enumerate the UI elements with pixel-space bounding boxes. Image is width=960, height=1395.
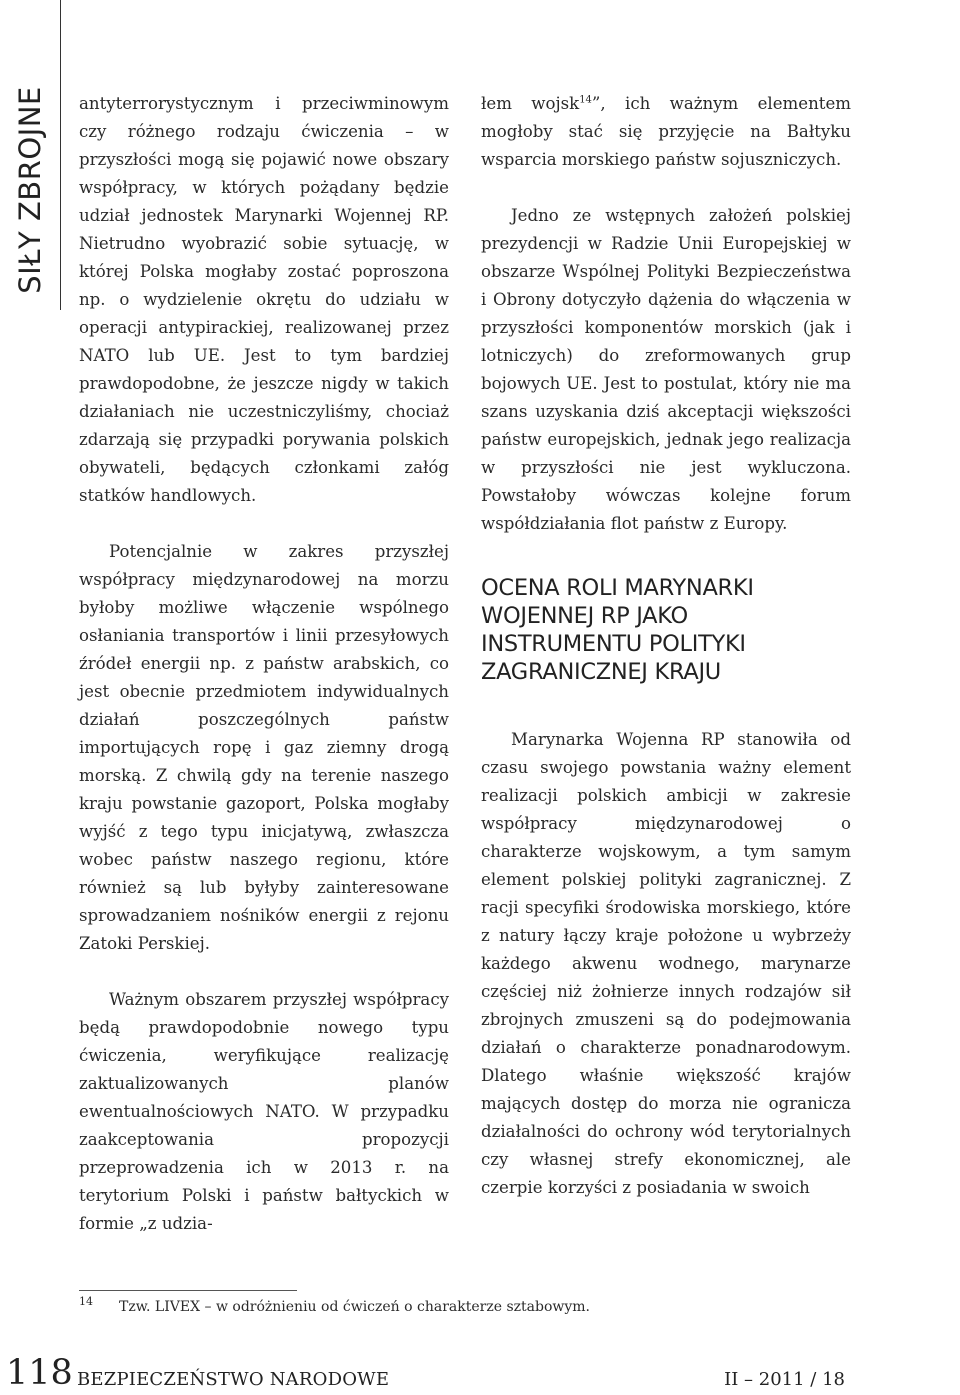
footnote-number: 14 xyxy=(79,1295,93,1308)
section-heading: OCENA ROLI MARYNARKI WOJENNEJ RP JAKO INSTRUMENTU POLITYKI ZAGRANICZNEJ KRAJU xyxy=(481,575,754,685)
left-paragraph-3: Ważnym obszarem przyszłej współpracy będą prawdopodobnie nowego typu ćwiczenia, weryfikujące realizację zaktualizowanych planów ewentualnościowych NATO. W przypadku zaakceptowania propozycji przeprowadzenia ich w 2013 r. na terytorium Polski i państw bałtyckich w formie „z udzia- xyxy=(79,990,449,1233)
issue-number: II – 2011 / 18 xyxy=(724,1369,845,1390)
right-paragraph-1-rest: ”, ich ważnym elementem mogłoby stać się przyjęcie na Bałtyku wsparcia morskiego państw sojuszniczych. xyxy=(481,94,852,169)
left-paragraph-1: antyterrorystycznym i przeciwminowym czy różnego rodzaju ćwiczenia – w przyszłości mogą się pojawić nowe obszary współpracy, w których pożądany będzie udział jednostek Marynarki Wojennej RP. Nietrudno wyobrazić sobie sytuację, w której Polska mogłaby zostać poproszona np. o wydzielenie okrętu do udziału w operacji antypirackiej, realizowanej przez NATO lub UE. Jest to tym bardziej prawdopodobne, że jeszcze nigdy w takich działaniach nie uczestniczyliśmy, chociaż zdarzają się przypadki porywania polskich obywateli, będących członkami załóg statków handlowych. xyxy=(79,94,449,505)
footnote-reference-14[interactable]: 14 xyxy=(579,94,592,106)
footnote-text: Tzw. LIVEX – w odróżnieniu od ćwiczeń o charakterze sztabowym. xyxy=(119,1299,590,1315)
page-footer xyxy=(0,1353,960,1395)
right-paragraph-3: Marynarka Wojenna RP stanowiła od czasu swojego powstania ważny element realizacji polskich ambicji w zakresie współpracy międzynarodowej o charakterze wojskowym, a tym samym element polskiej polityki zagranicznej. Z racji specyfiki środowiska morskiego, które z natury łączy kraje położone u wybrzeży każdego akwenu wodnego, marynarze częściej niż żołnierze innych rodzajów sił zbrojnych zmuszeni są do podejmowania działań o charakterze ponadnarodowym. Dlatego właśnie większość krajów mających dostęp do morza nie ogranicza działalności do ochrony wód terytorialnych czy własnej strefy ekonomicznej, ale czerpie korzyści z posiadania w swoich xyxy=(481,730,851,1197)
left-column xyxy=(79,90,449,1238)
publication-title: BEZPIECZEŃSTWO NARODOWE xyxy=(77,1369,390,1390)
footnote-divider xyxy=(79,1290,297,1291)
section-side-label-text: SIŁY ZBROJNE xyxy=(13,86,47,294)
section-side-label xyxy=(8,70,52,310)
page-number: 118 xyxy=(6,1353,73,1393)
right-paragraph-1-start: łem wojsk xyxy=(481,94,580,113)
right-paragraph-2: Jedno ze wstępnych założeń polskiej prezydencji w Radzie Unii Europejskiej w obszarze Wspólnej Polityki Bezpieczeństwa i Obrony dotyczyło dążenia do włączenia w przyszłości komponentów morskich (jak i lotniczych) do zreformowanych grup bojowych UE. Jest to postulat, który nie ma szans uzyskania dziś akceptacji większości państw europejskich, jednak jego realizacja w przyszłości nie jest wykluczona. Powstałoby wówczas kolejne forum współdziałania flot państw z Europy. xyxy=(481,206,851,533)
right-paragraph-1 xyxy=(481,90,851,174)
side-divider-line xyxy=(60,0,61,310)
left-paragraph-2: Potencjalnie w zakres przyszłej współpracy międzynarodowej na morzu byłoby możliwe włączenie wspólnego osłaniania transportów i linii przesyłowych źródeł energii np. z państw arabskich, co jest obecnie przedmiotem indywidualnych działań poszczególnych państw importujących ropę i gaz ziemny drogą morską. Z chwilą gdy na terenie naszego kraju powstanie gazoport, Polska mogłaby wyjść z tego typu inicjatywą, zwłaszcza wobec państw naszego regionu, które również są lub byłyby zainteresowane sprowadzaniem nośników energii z rejonu Zatoki Perskiej. xyxy=(79,542,449,953)
right-column xyxy=(481,90,851,1202)
